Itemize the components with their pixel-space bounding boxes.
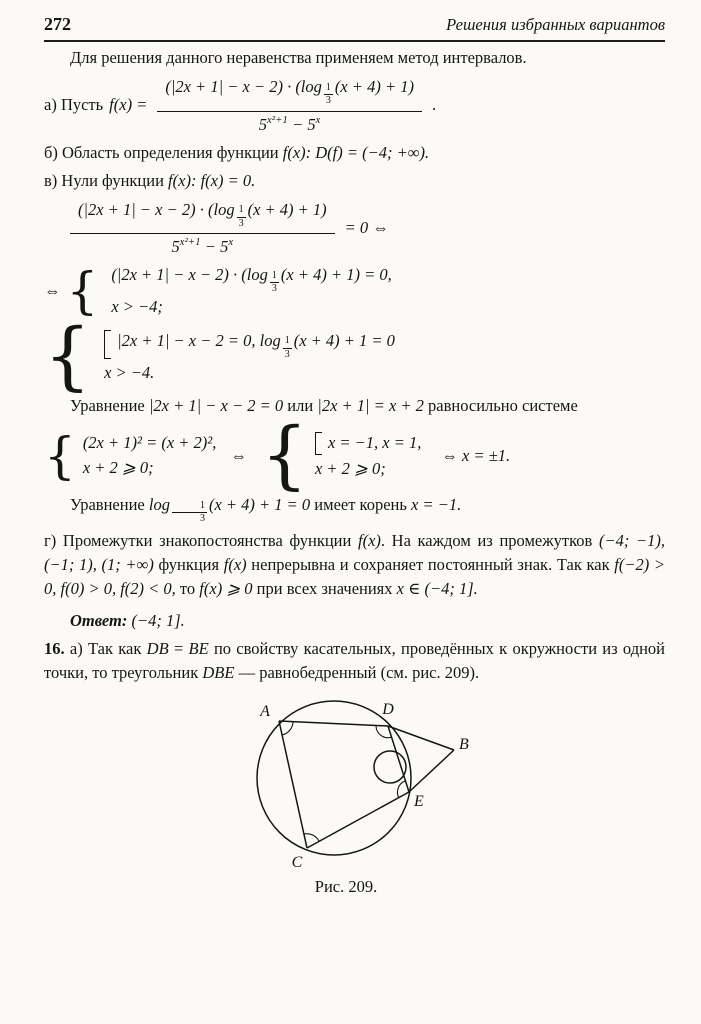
label-D: D <box>382 701 394 719</box>
item-v-math: f(x): f(x) = 0. <box>168 170 256 190</box>
log-sub-denominator: 3 <box>325 95 331 107</box>
system-2-lines <box>104 328 395 386</box>
system-3 <box>44 412 665 499</box>
tangent-BE <box>409 750 454 792</box>
log-base-one-third <box>237 205 246 229</box>
equivalence-arrow: ⇔ <box>230 445 247 465</box>
expr-right: (x + 4) + 1) <box>334 77 414 97</box>
square-bracket-group <box>315 431 421 456</box>
log-sub-denominator: 3 <box>199 513 205 525</box>
log-tail: (x + 4) + 1 = 0 <box>293 330 395 350</box>
log-tail: (x + 4) + 1 = 0 <box>208 495 311 515</box>
item-16-paragraph <box>44 637 665 685</box>
fraction <box>157 76 422 135</box>
math-run: |2x + 1| − x − 2 = 0 <box>148 396 284 416</box>
chord-CE <box>307 792 409 848</box>
system-line: x > −4; <box>111 296 163 316</box>
math-run: DB <box>146 639 169 659</box>
system-line: (2x + 1)² = (x + 2)², <box>82 433 217 453</box>
log-base-one-third <box>283 336 292 360</box>
log-sub-numerator: 1 <box>172 501 207 514</box>
math-run: f(−2) > 0, f(0) > 0, f(2) < 0, <box>44 554 665 598</box>
fraction-denominator <box>157 112 422 135</box>
system-line: x + 2 ⩾ 0; <box>314 458 386 478</box>
log-sub-numerator: 1 <box>283 336 292 349</box>
left-brace: { <box>44 313 92 400</box>
math-run: BE <box>188 639 209 659</box>
intro-paragraph: Для решения данного неравенства применяем метод интервалов. <box>70 48 527 67</box>
label-C: C <box>291 854 303 872</box>
fraction-numerator <box>157 76 422 112</box>
item-g-paragraph <box>44 529 665 601</box>
text-run: непрерывна и сохраняет постоянный знак. Так как <box>246 554 615 574</box>
expr-left: (|2x + 1| − x − 2) · (log <box>78 199 235 219</box>
equivalence-arrow: ⇔ <box>44 281 61 301</box>
minus-sign: − <box>204 237 216 257</box>
text-run: а) Так как <box>64 639 147 659</box>
text-run: по свойству касательных, проведённых к окружности из одной точки, то треугольник <box>44 639 666 683</box>
left-brace: { <box>44 426 76 485</box>
den-base-2: 5 <box>220 237 229 257</box>
text-run: Уравнение <box>70 495 149 515</box>
text-run: г) Промежутки знакопостоянства функции <box>44 530 358 550</box>
fraction-denominator <box>70 234 335 257</box>
page-header <box>44 14 665 42</box>
log-base-one-third <box>172 501 207 525</box>
square-bracket-group <box>104 329 395 361</box>
chord-AD <box>279 721 388 726</box>
expr-left: (|2x + 1| − x − 2) · (log <box>111 265 268 285</box>
expr-left: (|2x + 1| − x − 2) · (log <box>165 77 322 97</box>
math-run <box>148 495 311 525</box>
text-run: имеет корень <box>310 495 412 515</box>
log-base-one-third <box>324 83 333 107</box>
running-title: Решения избранных вариантов <box>446 15 665 34</box>
page-content <box>44 46 665 897</box>
math-run: f(x) <box>223 554 247 574</box>
text-run: равносильно системе <box>423 396 578 416</box>
left-brace: { <box>66 262 99 321</box>
den-exponent-2: x <box>315 114 321 126</box>
label-B: B <box>459 736 469 754</box>
system-line <box>111 263 391 295</box>
log-sub-numerator: 1 <box>237 205 246 218</box>
period: . <box>431 95 437 115</box>
math-run: (−4; −1), (−1; 1), (1; +∞) <box>44 530 665 574</box>
system-line: x + 2 ⩾ 0; <box>82 457 154 477</box>
expr-right-eq0: (x + 4) + 1) = 0, <box>280 265 392 285</box>
system-line: x = −1, <box>327 433 379 453</box>
tangent-DB <box>388 726 454 750</box>
log-sub-denominator: 3 <box>271 283 277 295</box>
text-run: функция <box>153 554 224 574</box>
system-3-result: ⇔ x = ±1. <box>441 445 511 465</box>
answer-label: Ответ: <box>70 611 128 631</box>
label-E: E <box>414 793 424 811</box>
system-line: x = 1, <box>382 433 422 453</box>
system-line: x > −4. <box>104 363 155 383</box>
system-3-right <box>260 412 422 499</box>
item-v-paragraph <box>44 169 665 193</box>
system-3-right-lines <box>315 430 421 482</box>
math-run: x = −1. <box>411 495 462 515</box>
math-run: x ∈ (−4; 1]. <box>396 579 478 598</box>
log-root-paragraph <box>44 493 665 525</box>
left-brace: { <box>260 412 308 499</box>
answer-line <box>44 609 665 633</box>
expr-right: (x + 4) + 1) <box>247 199 327 219</box>
problem-number: 16. <box>44 639 65 659</box>
page-number: 272 <box>44 14 71 34</box>
item-b-label: б) Область определения функции <box>44 142 283 162</box>
text-run: . На каждом из промежутков <box>380 530 599 550</box>
figure-caption: Рис. 209. <box>314 877 378 897</box>
item-v-label: в) Нули функции <box>44 170 169 190</box>
system-line: |2x + 1| − x − 2 = 0, <box>117 330 256 350</box>
system-1 <box>44 263 665 319</box>
math-run: f(x) <box>357 530 381 550</box>
den-exponent-1: x²+1 <box>179 237 201 249</box>
formula-f-definition <box>44 76 665 135</box>
fraction-numerator <box>70 199 335 235</box>
math-run: DBE <box>202 663 235 683</box>
log-word: log <box>259 330 281 350</box>
text-run: или <box>283 396 318 416</box>
log-sub-numerator: 1 <box>324 83 333 96</box>
item-b-paragraph <box>44 141 665 165</box>
den-base: 5 <box>171 237 180 257</box>
equation-paragraph <box>44 394 665 418</box>
geometry-figure <box>166 695 526 873</box>
system-1-lines <box>111 263 391 319</box>
system-3-left-lines <box>83 431 217 481</box>
label-A: A <box>260 703 270 721</box>
text-run: Уравнение <box>70 396 149 416</box>
fraction <box>70 199 335 258</box>
chord-AC <box>279 721 307 848</box>
den-exponent-1: x²+1 <box>267 114 288 126</box>
log-sub-denominator: 3 <box>284 348 290 360</box>
log-sub-denominator: 3 <box>238 217 244 229</box>
den-base-2: 5 <box>307 114 316 134</box>
text-run: то <box>175 579 200 598</box>
den-base: 5 <box>258 114 268 134</box>
angle-mark-C <box>304 834 319 841</box>
system-line <box>259 330 395 360</box>
system-2 <box>44 313 665 400</box>
log-sub-numerator: 1 <box>270 271 279 284</box>
answer-value: (−4; 1]. <box>131 611 185 631</box>
item-b-math: f(x): D(f) = (−4; +∞). <box>282 142 430 162</box>
text-run: = <box>168 639 189 659</box>
equals-zero-arrow: = 0 ⇔ <box>344 217 389 237</box>
log-word: log <box>148 495 170 515</box>
f-of-x-equals: f(x) = <box>109 95 148 115</box>
text-run: при всех значениях <box>252 579 397 598</box>
system-3-left <box>44 426 217 485</box>
angle-mark-A <box>282 722 293 735</box>
log-base-one-third <box>270 271 279 295</box>
math-run: |2x + 1| = x + 2 <box>317 396 424 416</box>
minus-sign: − <box>292 114 304 134</box>
text-run: — равнобедренный (см. рис. 209). <box>234 663 480 683</box>
figure-209 <box>156 695 536 897</box>
display-equation <box>66 199 665 258</box>
math-run: f(x) ⩾ 0 <box>199 579 253 598</box>
item-a-label: а) Пусть <box>44 95 104 115</box>
den-exponent-2: x <box>228 237 234 249</box>
